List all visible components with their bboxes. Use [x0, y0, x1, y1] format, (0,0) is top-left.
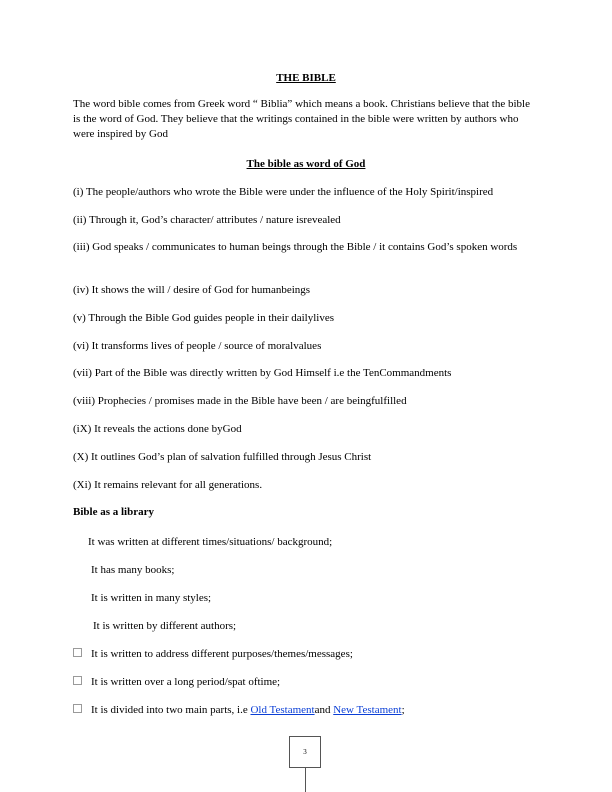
point-item: (iv) It shows the will / desire of God for humanbeings — [73, 284, 311, 296]
page-number-connector — [305, 768, 306, 792]
library-item-text: It is divided into two main parts, i.e — [91, 704, 251, 716]
section-heading-library: Bible as a library — [73, 506, 154, 518]
point-item: (iii) God speaks / communicates to human beings through the Bible / it contains God’s spoken words — [73, 241, 518, 253]
point-item: (iX) It reveals the actions done byGod — [73, 423, 242, 435]
point-item: (X) It outlines God’s plan of salvation fulfilled through Jesus Christ — [73, 451, 372, 463]
library-item: It is written by different authors; — [93, 620, 237, 632]
library-list-item — [73, 703, 405, 717]
library-item-text: It is written to address different purposes/themes/messages; — [91, 648, 353, 660]
old-testament-link[interactable]: Old Testament — [250, 704, 315, 716]
library-item: It has many books; — [91, 564, 175, 576]
point-item: (ii) Through it, God’s character/ attributes / nature isrevealed — [73, 214, 341, 226]
section-title-word-of-god: The bible as word of God — [246, 158, 366, 170]
library-item-text-suffix: ; — [401, 704, 405, 716]
library-item-text-middle: and — [314, 704, 334, 716]
library-item: It is written in many styles; — [91, 592, 212, 604]
checkbox-bullet-icon — [73, 648, 82, 657]
intro-paragraph: The word bible comes from Greek word “ Biblia” which means a book. Christians believe that the bible is the word of God. They believe that the writings contained in the bible were written by authors who were inspired by God — [73, 98, 530, 140]
point-item: (vii) Part of the Bible was directly written by God Himself i.e the TenCommandments — [73, 367, 452, 379]
point-item: (v) Through the Bible God guides people in their dailylives — [73, 312, 334, 324]
point-item: (viii) Prophecies / promises made in the Bible have been / are beingfulfilled — [73, 395, 407, 407]
page-number: 3 — [303, 748, 307, 756]
point-item: (i) The people/authors who wrote the Bible were under the influence of the Holy Spirit/inspired — [73, 186, 494, 198]
page-number-box — [289, 736, 321, 768]
point-item: (Xi) It remains relevant for all generations. — [73, 479, 263, 491]
checkbox-bullet-icon — [73, 676, 82, 685]
library-item: It was written at different times/situations/ background; — [88, 536, 333, 548]
checkbox-bullet-icon — [73, 704, 82, 713]
library-item-text: It is written over a long period/spat oftime; — [91, 676, 281, 688]
new-testament-link[interactable]: New Testament — [333, 704, 402, 716]
page-title: THE BIBLE — [276, 72, 336, 84]
library-list-item — [73, 647, 353, 661]
point-item: (vi) It transforms lives of people / source of moralvalues — [73, 340, 322, 352]
library-list-item — [73, 675, 280, 689]
